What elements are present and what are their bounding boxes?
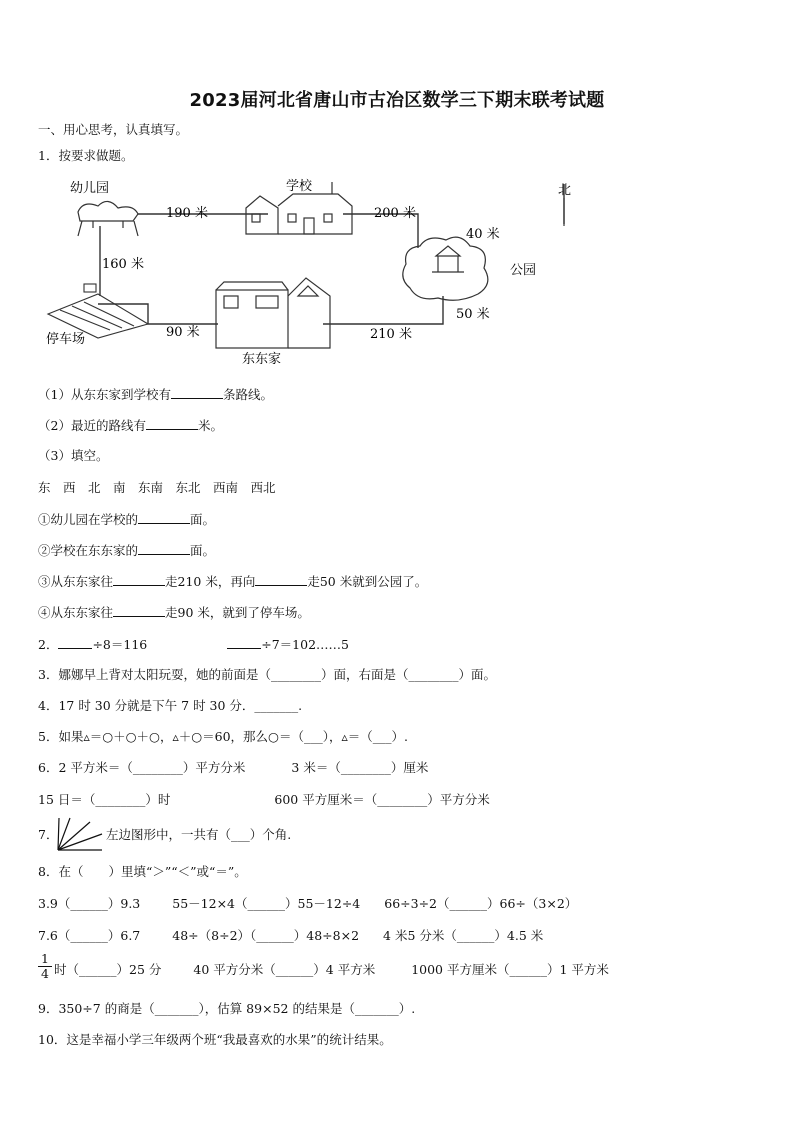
distance-40: 40 米 — [466, 227, 500, 242]
section-heading: 一、用心思考，认真填写。 — [38, 122, 189, 137]
question-4: 4．17 时 30 分就是下午 7 时 30 分．_______. — [38, 698, 303, 713]
q1-part1: （1）从东东家到学校有 条路线。 — [38, 387, 273, 402]
answer-blank[interactable] — [255, 573, 307, 586]
angle-figure — [56, 818, 104, 852]
question-8-row3: 时（______）25 分 40 平方分米（______）4 平方米 1000 平方厘米（______）1 平方米 — [54, 962, 609, 977]
q1-fill-3: ③从东东家往 走210 米，再向 走50 米就到公园了。 — [38, 574, 428, 589]
question-8-row1: 3.9（______）9.3 55－12×4（______）55－12÷4 66÷3÷2（______）66÷（3×2） — [38, 896, 578, 911]
distance-210: 210 米 — [370, 327, 412, 342]
question-7-number: 7． — [38, 827, 59, 842]
school-label: 学校 — [286, 179, 313, 194]
kindergarten-label: 幼儿园 — [70, 181, 110, 196]
answer-blank[interactable] — [113, 604, 165, 617]
kindergarten-icon — [78, 201, 138, 236]
park-label: 公园 — [510, 263, 537, 278]
answer-blank[interactable] — [171, 386, 223, 399]
question-7-text: 左边图形中，一共有（___）个角. — [106, 827, 292, 842]
q1-part2: （2）最近的路线有 米。 — [38, 418, 223, 433]
question-3: 3．娜娜早上背对太阳玩耍，她的前面是（________）面，右面是（________）面。 — [38, 667, 496, 682]
north-label: 北 — [558, 183, 572, 198]
question-2: 2． ÷8＝116 ÷7＝102……5 — [38, 637, 349, 652]
answer-blank[interactable] — [138, 542, 190, 555]
question-8-row2: 7.6（______）6.7 48÷（8÷2）（______）48÷8×2 4 米5 分米（______）4.5 米 — [38, 928, 544, 943]
distance-50: 50 米 — [456, 307, 490, 322]
answer-blank[interactable] — [138, 511, 190, 524]
parking-label: 停车场 — [46, 332, 86, 347]
direction-options: 东 西 北 南 东南 东北 西南 西北 — [38, 480, 276, 495]
distance-190: 190 米 — [166, 206, 208, 221]
question-1-stem: 1．按要求做题。 — [38, 148, 134, 163]
q1-fill-4: ④从东东家往 走90 米，就到了停车场。 — [38, 605, 310, 620]
answer-blank[interactable] — [113, 573, 165, 586]
question-6-row1: 6．2 平方米＝（________）平方分米 3 米＝（________）厘米 — [38, 760, 429, 775]
distance-200: 200 米 — [374, 206, 416, 221]
q1-part3: （3）填空。 — [38, 448, 109, 463]
parking-icon — [48, 284, 148, 338]
question-9: 9．350÷7 的商是（_______），估算 89×52 的结果是（_______）. — [38, 1001, 416, 1016]
question-6-row2: 15 日＝（________）时 600 平方厘米＝（________）平方分米 — [38, 792, 490, 807]
home-label: 东东家 — [242, 352, 282, 367]
home-icon — [216, 278, 330, 348]
route-map — [38, 176, 572, 376]
page-title: 2023届河北省唐山市古冶区数学三下期末联考试题 — [189, 90, 605, 111]
question-10: 10．这是幸福小学三年级两个班“我最喜欢的水果”的统计结果。 — [38, 1032, 392, 1047]
answer-blank[interactable] — [146, 417, 198, 430]
distance-160: 160 米 — [102, 257, 144, 272]
q1-fill-1: ①幼儿园在学校的 面。 — [38, 512, 216, 527]
q1-fill-2: ②学校在东东家的 面。 — [38, 543, 216, 558]
question-8-stem: 8．在（ ）里填“＞”“＜”或“＝”。 — [38, 864, 247, 879]
distance-90: 90 米 — [166, 325, 200, 340]
park-icon — [403, 237, 488, 300]
answer-blank[interactable] — [227, 636, 261, 649]
answer-blank[interactable] — [58, 636, 92, 649]
fraction-one-quarter: $\frac{1}{4}$ — [38, 952, 52, 981]
question-5: 5．如果▵＝○＋○＋○，▵＋○＝60，那么○＝（___），▵＝（___）. — [38, 729, 408, 744]
